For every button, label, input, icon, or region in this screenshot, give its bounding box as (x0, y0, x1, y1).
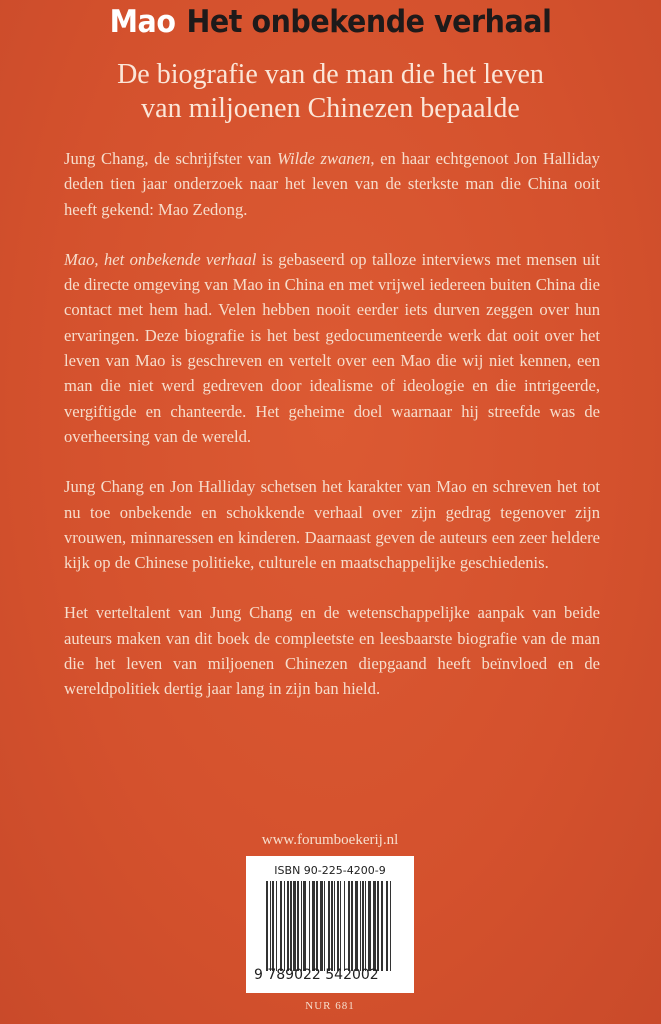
book-reference: Mao, het onbekende verhaal (64, 249, 257, 269)
text: , en haar echtgenoot Jon Halliday deden tien jaar onderzoek naar het leven van de sterkste man die China ooit heeft gekend: Mao Zedong. (64, 149, 600, 219)
barcode-bar (355, 881, 358, 971)
blurb (64, 146, 600, 727)
title-author: Mao (109, 4, 176, 40)
barcode-bar (297, 881, 299, 971)
barcode-bar (334, 881, 335, 971)
paragraph-4: Het verteltalent van Jung Chang en de wetenschappelijke aanpak van beide auteurs maken van dit boek de compleetste en leesbaarste biografie van de man die het leven van miljoenen Chinezen diepgaand heeft beïnvloed en de wereldpolitiek dertig jaar lang in zijn ban hield. (64, 603, 600, 699)
barcode-bar (303, 881, 306, 971)
ean-number: 9 789022 542002 (254, 967, 379, 983)
barcode-bar (362, 881, 364, 971)
barcode-bar (348, 881, 350, 971)
barcode-bar (320, 881, 323, 971)
barcode-bar (390, 881, 391, 971)
barcode-bar (312, 881, 315, 971)
barcode-bar (328, 881, 330, 971)
barcode-bar (280, 881, 282, 971)
barcode-bar (316, 881, 318, 971)
barcode-bar (290, 881, 292, 971)
barcode-bar (360, 881, 361, 971)
barcode-bar (368, 881, 371, 971)
barcode-bar (377, 881, 379, 971)
barcode-box (246, 856, 414, 993)
book-title (26, 2, 634, 42)
barcode-bar (276, 881, 277, 971)
subtitle (0, 58, 661, 126)
text: Jung Chang, de schrijfster van (64, 149, 278, 168)
barcode-bar (301, 881, 302, 971)
barcode-bar (324, 881, 325, 971)
barcode-bar (284, 881, 285, 971)
paragraph-3: Jung Chang en Jon Halliday schetsen het karakter van Mao en schreven het tot nu toe onbekende en schokkende verhaal over zijn gedrag tegenover zijn vrouwen, minnaressen en kinderen. Daarnaast geven de auteurs een zeer heldere kijk op de Chinese politieke, culturele en maatschappelijke geschiedenis. (64, 477, 600, 573)
barcode-bar (270, 881, 271, 971)
barcode-bar (340, 881, 341, 971)
barcode-bar (266, 881, 268, 971)
barcode-bar (309, 881, 310, 971)
barcode-bar (293, 881, 296, 971)
barcode-bar (331, 881, 333, 971)
text: is gebaseerd op talloze interviews met mensen uit de directe omgeving van Mao in China en met vrijwel iedereen buiten China die contact met hem had. Velen hebben nooit eerder iets durven zeggen over hun ervaringen. Deze biografie is het best gedocumenteerde werk dat ooit over het leven van Mao is geschreven en vertelt over een Mao die wij niet kennen, een man die niet werd gedreven door idealisme of ideologie en die intrigeerde, vergiftigde en chanteerde. Het geheime doel waarnaar hij streefde was de overheersing van de wereld. (64, 249, 600, 446)
book-reference: Wilde zwanen (277, 149, 371, 168)
subtitle-line-1: De biografie van de man die het leven (117, 59, 544, 90)
barcode-bar (386, 881, 388, 971)
paragraph-2 (64, 247, 600, 449)
barcode-bar (337, 881, 339, 971)
barcode-bar (351, 881, 353, 971)
isbn: ISBN 90-225-4200-9 (274, 864, 386, 877)
subtitle-line-2: van miljoenen Chinezen bepaalde (141, 93, 520, 124)
paragraph-1 (64, 146, 600, 222)
publisher-url: www.forumboekerij.nl (261, 832, 399, 848)
barcode-bar (373, 881, 376, 971)
title-main: Het onbekende verhaal (186, 4, 552, 40)
barcode-bar (381, 881, 383, 971)
nur-code: NUR 681 (305, 1000, 355, 1012)
barcode (266, 881, 394, 971)
barcode-bar (287, 881, 289, 971)
barcode-bar (272, 881, 274, 971)
barcode-bar (344, 881, 345, 971)
barcode-bar (365, 881, 366, 971)
